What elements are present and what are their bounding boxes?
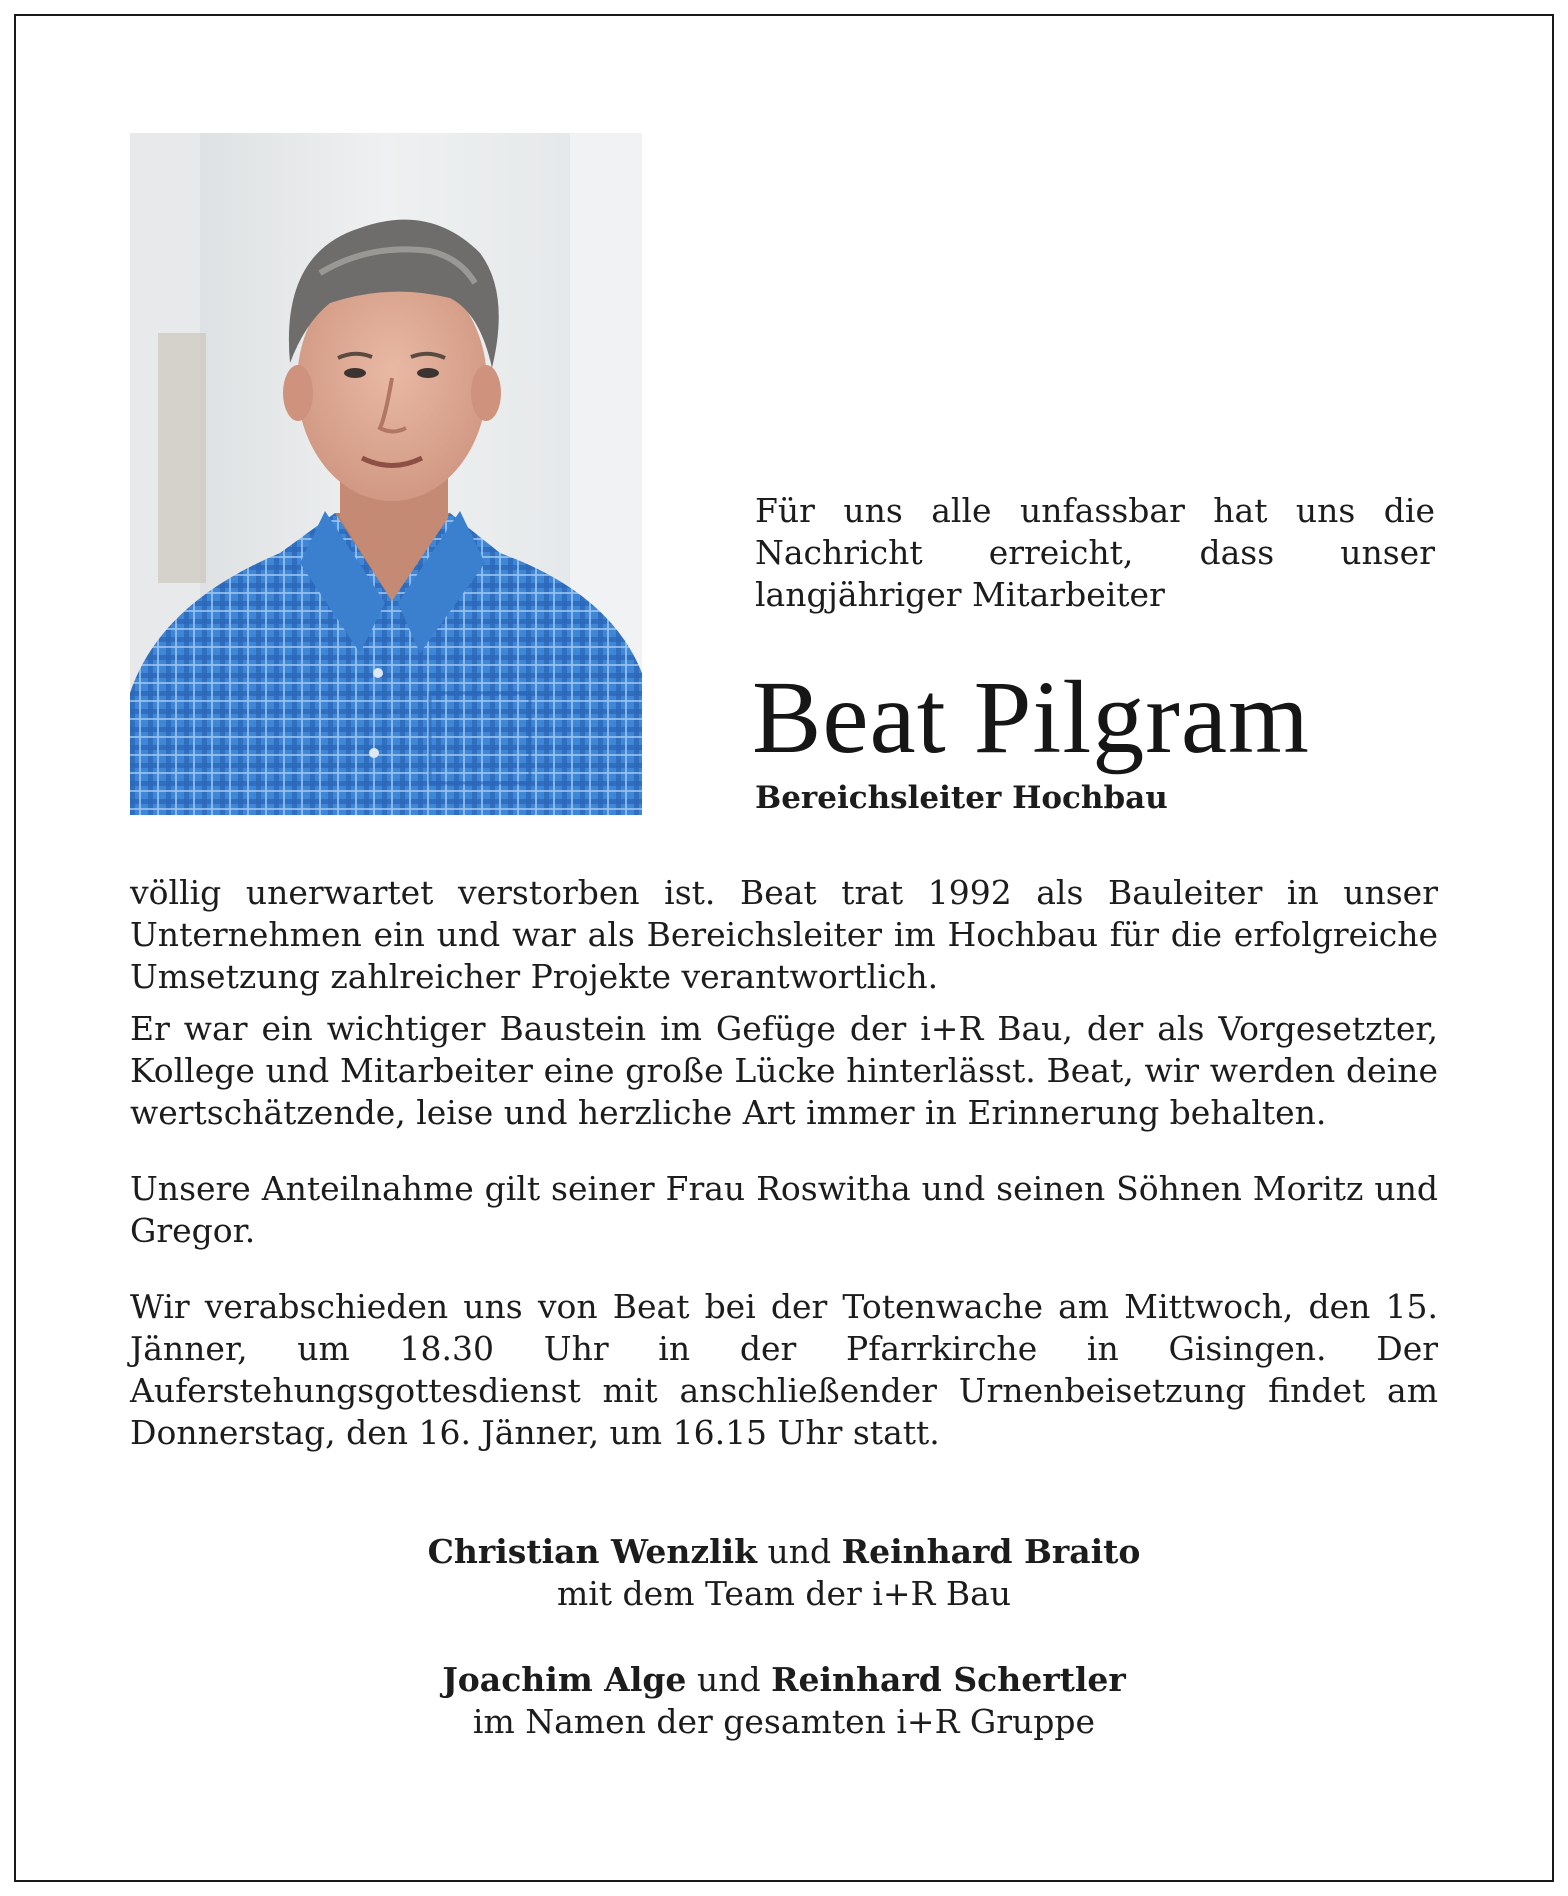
body-paragraph: Wir verabschieden uns von Beat bei der Totenwache am Mittwoch, den 15. Jänner, um 18.30 Uhr in der Pfarrkirche in Gisingen. Der Auferstehungsgottesdienst mit anschließender Urnenbeisetzung findet am Donnerstag, den 16. Jänner, um 16.15 Uhr statt. xyxy=(130,1287,1438,1452)
signature-block xyxy=(130,1531,1438,1615)
deceased-role: Bereichsleiter Hochbau xyxy=(755,780,1168,816)
signatory-name: Christian Wenzlik xyxy=(427,1532,758,1571)
portrait-photo xyxy=(130,133,642,815)
signatory-name: Joachim Alge xyxy=(442,1660,687,1699)
signature-line: im Namen der gesamten i+R Gruppe xyxy=(472,1702,1096,1741)
signature-block xyxy=(130,1659,1438,1743)
signature-names xyxy=(130,1659,1438,1701)
signatory-name: Reinhard Schertler xyxy=(771,1660,1126,1699)
signature-connector: und xyxy=(696,1660,761,1699)
signature-connector: und xyxy=(767,1532,832,1571)
signature-names xyxy=(130,1531,1438,1573)
portrait-image xyxy=(130,133,642,815)
body-paragraph: Unsere Anteilnahme gilt seiner Frau Roswitha und seinen Söhnen Moritz und Gregor. xyxy=(130,1169,1438,1250)
signatory-name: Reinhard Braito xyxy=(841,1532,1141,1571)
body-paragraph: völlig unerwartet verstorben ist. Beat trat 1992 als Bauleiter in unser Unternehmen ein und war als Bereichsleiter im Hochbau für die erfolgreiche Umsetzung zahlreicher Projekte verantwortlich. xyxy=(130,873,1438,996)
deceased-name: Beat Pilgram xyxy=(752,660,1310,775)
notice-body xyxy=(130,872,1438,1454)
signature-line: mit dem Team der i+R Bau xyxy=(556,1574,1012,1613)
intro-text: Für uns alle unfassbar hat uns die Nachricht erreicht, dass unser langjähriger Mitarbeiter xyxy=(755,491,1435,614)
body-paragraph: Er war ein wichtiger Baustein im Gefüge der i+R Bau, der als Vorgesetzter, Kollege und Mitarbeiter eine große Lücke hinterlässt. Beat, wir werden deine wertschätzende, leise und herzliche Art immer in Erinnerung behalten. xyxy=(130,1009,1438,1132)
